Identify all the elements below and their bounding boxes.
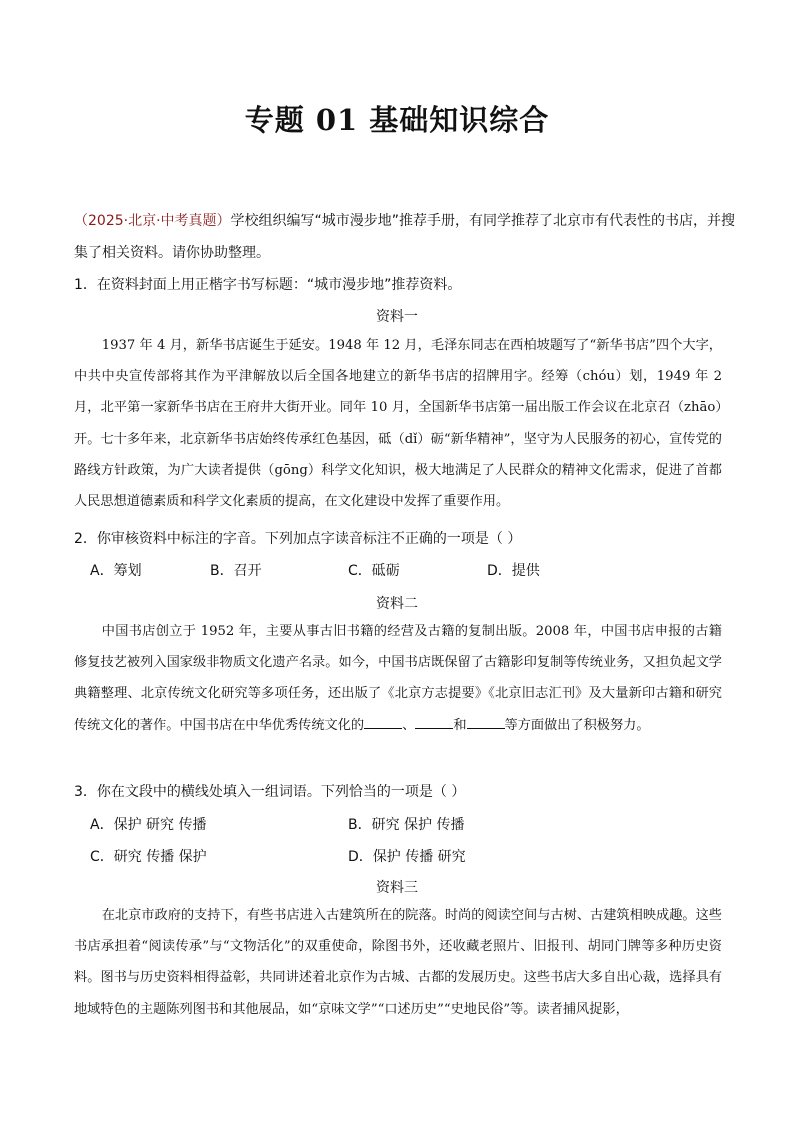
intro-line-2: 集了相关资料。请你协助整理。	[74, 245, 270, 261]
q2-option-b: B．召开	[210, 563, 262, 579]
fill-blank-1[interactable]	[364, 716, 402, 729]
q3-option-b: B．研究 保护 传播	[348, 817, 465, 833]
material-3-text	[74, 900, 722, 1025]
material-3-heading: 资料三	[376, 880, 418, 896]
intro-text-1: 学校组织编写“城市漫步地”推荐手册，有同学推荐了北京市有代表性的书店，并搜	[230, 213, 736, 229]
fill-blank-2[interactable]	[415, 716, 453, 729]
material-2-text-before: 中国书店创立于 1952 年，主要从事古旧书籍的经营及古籍的复制出版。2008 年，中国书店申报的古籍修复技艺被列入国家级非物质文化遗产名录。如今，中国书店既保留了古籍影印复制等传统业务，又担负起文学典籍整理、北京传统文化研究等多项任务，还出版了《北京方志提要》《北京旧志汇刊》及大量新印古籍和研究传统文化的著作。中国书店在中华优秀传统文化的	[74, 624, 722, 733]
q3-option-a: A．保护 研究 传播	[90, 817, 207, 833]
material-1-heading: 资料一	[376, 309, 418, 325]
material-1-text	[74, 330, 722, 517]
fill-blank-3[interactable]	[467, 716, 505, 729]
q2-option-a: A．筹划	[90, 563, 142, 579]
question-1: 1．在资料封面上用正楷字书写标题：“城市漫步地”推荐资料。	[74, 277, 462, 293]
material-2-heading: 资料二	[376, 596, 418, 612]
source-tag: （2025·北京·中考真题）	[74, 213, 231, 229]
blank-separator-1: 、	[402, 717, 416, 733]
material-1-paragraph: 1937 年 4 月，新华书店诞生于延安。1948 年 12 月，毛泽东同志在西柏坡题写了“新华书店”四个大字，中共中央宣传部将其作为平津解放以后全国各地建立的新华书店的招牌用字。经筹（chóu）划，1949 年 2 月，北平第一家新华书店在王府井大街开业。同年 10 月，全国新华书店第一届出版工作会议在北京召（zhāo）开。七十多年来，北京新华书店始终传承红色基因，砥（dǐ）砺“新华精神”，坚守为人民服务的初心，宣传党的路线方针政策，为广大读者提供（gōng）科学文化知识，极大地满足了人民群众的精神文化需求，促进了首都人民思想道德素质和科学文化素质的提高，在文化建设中发挥了重要作用。	[74, 338, 722, 510]
q2-option-d: D．提供	[487, 563, 540, 579]
page-title: 专题 01 基础知识综合	[244, 103, 550, 137]
intro-line-1	[74, 210, 735, 230]
material-2-text-after: 等方面做出了积极努力。	[504, 717, 650, 733]
question-2-stem: 2．你审核资料中标注的字音。下列加点字读音标注不正确的一项是（ ）	[74, 531, 522, 547]
material-2-text	[74, 616, 722, 741]
q3-option-c: C．研究 传播 保护	[90, 849, 207, 865]
material-2-paragraph	[74, 616, 722, 741]
blank-separator-2: 和	[453, 717, 467, 733]
question-3-stem: 3．你在文段中的横线处填入一组词语。下列恰当的一项是（ ）	[74, 784, 466, 800]
material-3-paragraph: 在北京市政府的支持下，有些书店进入古建筑所在的院落。时尚的阅读空间与古树、古建筑相映成趣。这些书店承担着“阅读传承”与“文物活化”的双重使命，除图书外，还收藏老照片、旧报刊、胡同门牌等多种历史资料。图书与历史资料相得益彰，共同讲述着北京作为古城、古都的发展历史。这些书店大多自出心裁，选择具有地域特色的主题陈列图书和其他展品，如“京味文学”“口述历史”“史地民俗”等。读者捕风捉影，	[74, 908, 722, 1017]
q3-option-d: D．保护 传播 研究	[348, 849, 466, 865]
q2-option-c: C．砥砺	[348, 563, 400, 579]
